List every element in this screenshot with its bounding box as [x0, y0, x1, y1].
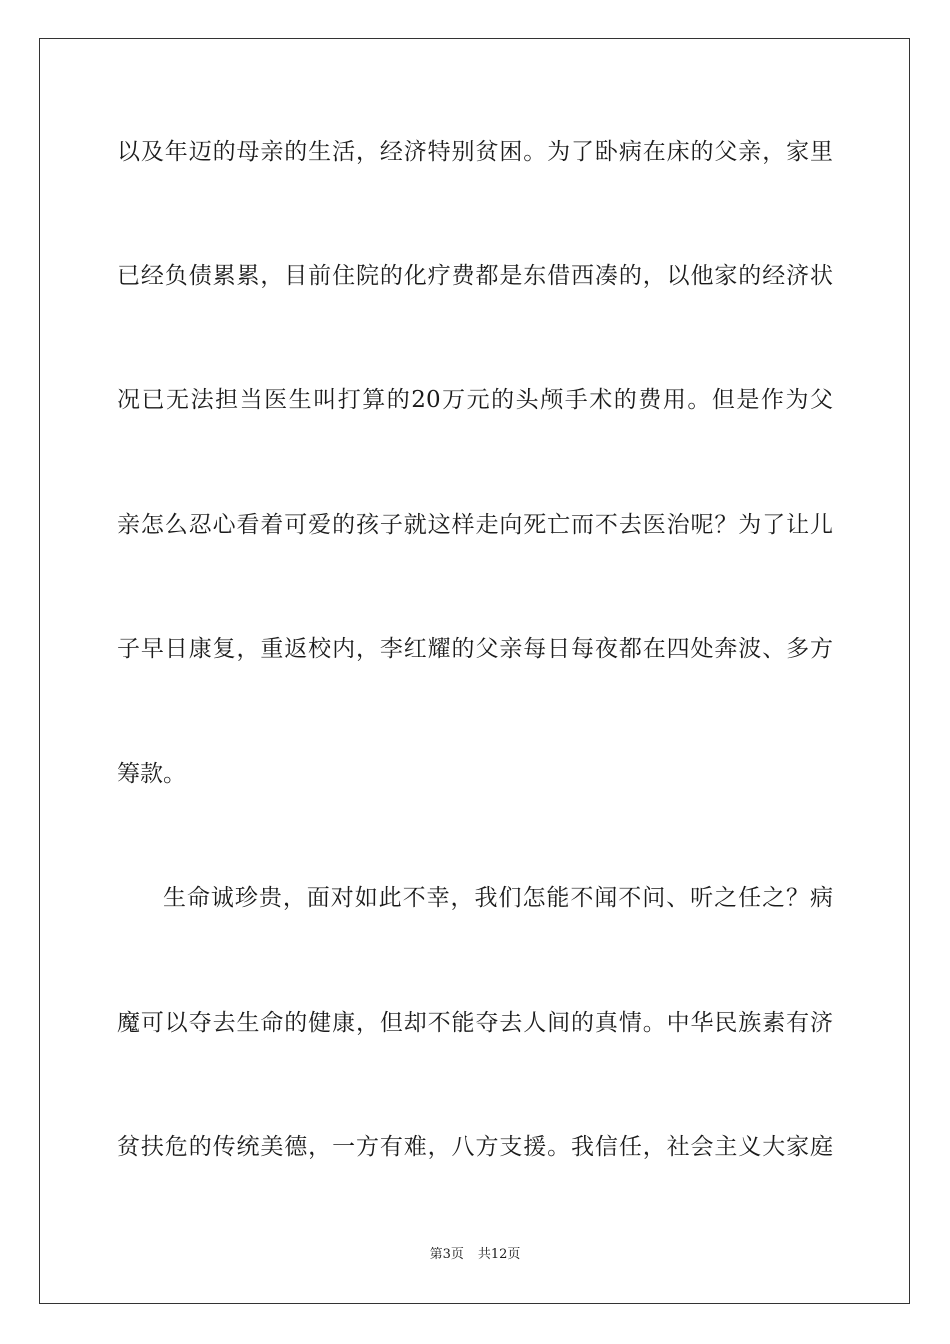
body-text-line: 筹款。 — [117, 761, 186, 787]
body-text-line: 况已无法担当医生叫打算的20万元的头颅手术的费用。但是作为父 — [117, 387, 833, 413]
body-text-line: 子早日康复，重返校内，李红耀的父亲每日每夜都在四处奔波、多方 — [117, 636, 833, 662]
body-text-line: 亲怎么忍心看着可爱的孩子就这样走向死亡而不去医治呢？为了让儿 — [117, 512, 833, 538]
body-text-line: 以及年迈的母亲的生活，经济特别贫困。为了卧病在床的父亲，家里 — [117, 139, 833, 165]
page-number: 第3页 — [429, 1247, 464, 1262]
page-total: 共12页 — [477, 1247, 521, 1262]
paragraph-first-line: 生命诚珍贵，面对如此不幸，我们怎能不闻不问、听之任之？病 — [163, 885, 833, 911]
body-text-line: 已经负债累累，目前住院的化疗费都是东借西凑的，以他家的经济状 — [117, 263, 833, 289]
page-frame — [39, 38, 910, 1304]
body-text-line: 贫扶危的传统美德，一方有难，八方支援。我信任，社会主义大家庭 — [117, 1134, 833, 1160]
body-text-line: 魔可以夺去生命的健康，但却不能夺去人间的真情。中华民族素有济 — [117, 1010, 833, 1036]
page-footer — [0, 1246, 950, 1264]
